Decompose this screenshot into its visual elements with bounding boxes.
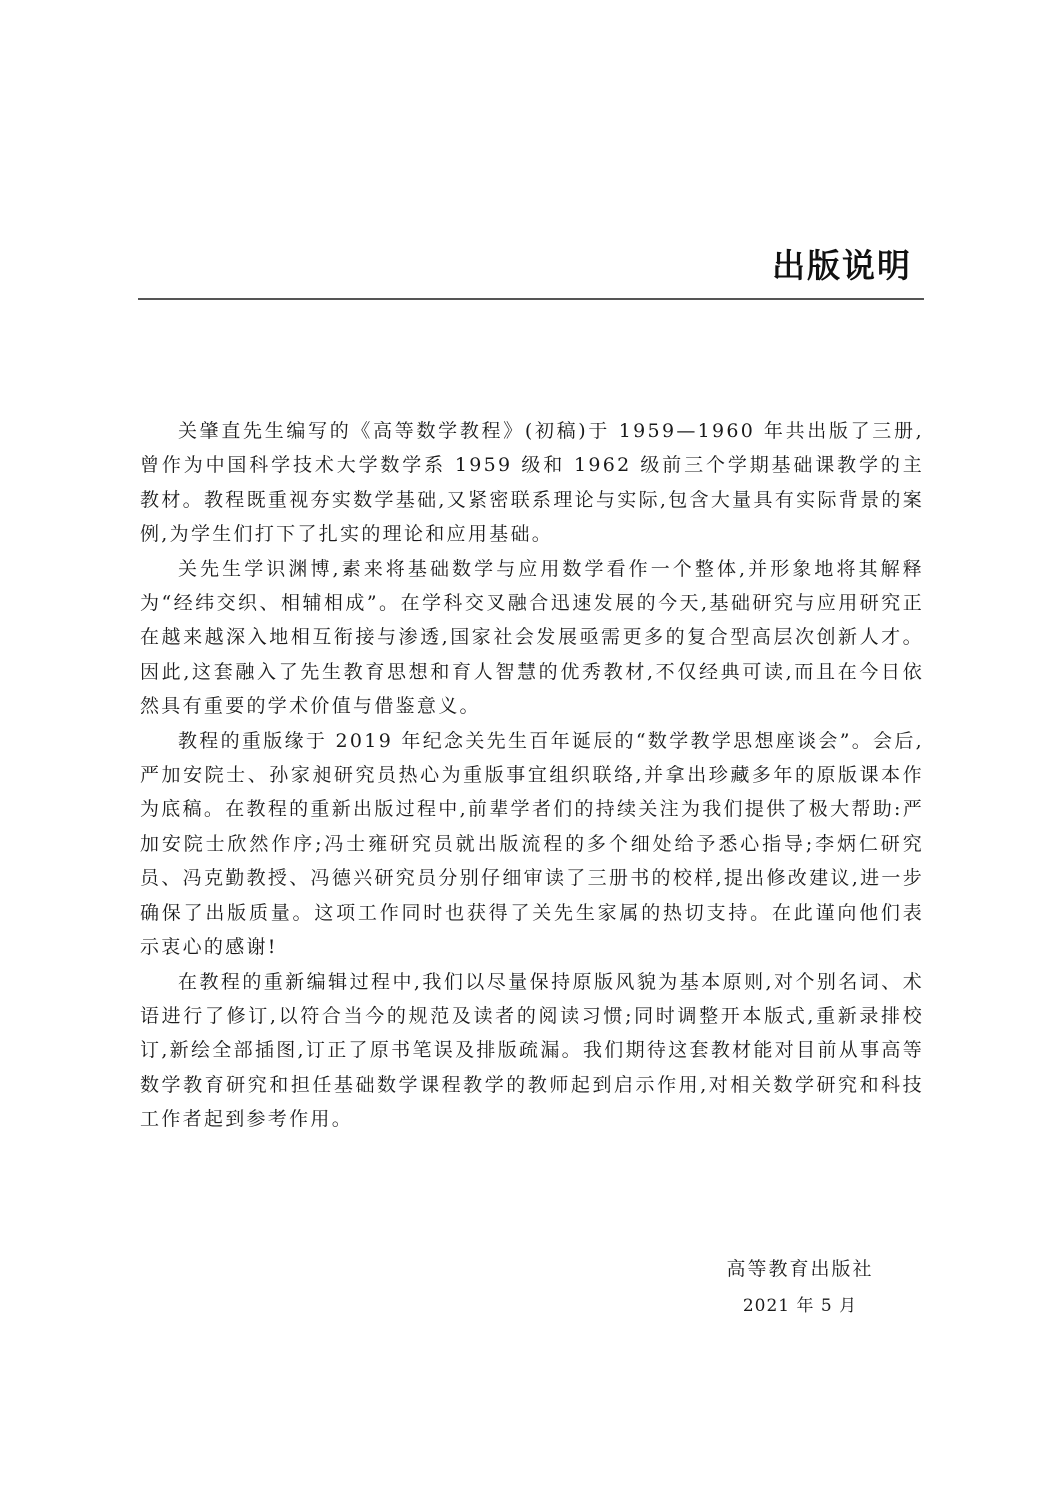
page-title: 出版说明 xyxy=(772,246,912,285)
publish-date: 2021 年 5 月 xyxy=(742,1296,858,1316)
paragraph-4: 在教程的重新编辑过程中,我们以尽量保持原版风貌为基本原则,对个别名词、术语进行了修订,以符合当今的规范及读者的阅读习惯;同时调整开本版式,重新录排校订,新绘全部插图,订正了原书笔误及排版疏漏。我们期待这套教材能对目前从事高等数学教育研究和担任基础数学课程教学的教师起到启示作用,对相关数学研究和科技工作者起到参考作用。 xyxy=(140,970,924,1131)
paragraph-3: 教程的重版缘于 2019 年纪念关先生百年诞辰的“数学教学思想座谈会”。会后,严加安院士、孙家昶研究员热心为重版事宜组织联络,并拿出珍藏多年的原版课本作为底稿。在教程的重新出版过程中,前辈学者们的持续关注为我们提供了极大帮助:严加安院士欣然作序;冯士雍研究员就出版流程的多个细处给予悉心指导;李炳仁研究员、冯克勤教授、冯德兴研究员分别仔细审读了三册书的校样,提出修改建议,进一步确保了出版质量。这项工作同时也获得了关先生家属的热切支持。在此谨向他们表示衷心的感谢! xyxy=(140,729,924,959)
publisher-name: 高等教育出版社 xyxy=(726,1258,874,1280)
signature-block xyxy=(700,1254,900,1316)
paragraph-2: 关先生学识渊博,素来将基础数学与应用数学看作一个整体,并形象地将其解释为“经纬交织、相辅相成”。在学科交叉融合迅速发展的今天,基础研究与应用研究正在越来越深入地相互衔接与渗透,国家社会发展亟需更多的复合型高层次创新人才。因此,这套融入了先生教育思想和育人智慧的优秀教材,不仅经典可读,而且在今日依然具有重要的学术价值与借鉴意义。 xyxy=(140,557,924,718)
paragraph-1: 关肇直先生编写的《高等数学教程》(初稿)于 1959—1960 年共出版了三册,曾作为中国科学技术大学数学系 1959 级和 1962 级前三个学期基础课教学的主教材。教程既重视夯实数学基础,又紧密联系理论与实际,包含大量具有实际背景的案例,为学生们打下了扎实的理论和应用基础。 xyxy=(140,420,924,546)
document-body xyxy=(140,414,924,1137)
title-divider xyxy=(138,298,924,300)
